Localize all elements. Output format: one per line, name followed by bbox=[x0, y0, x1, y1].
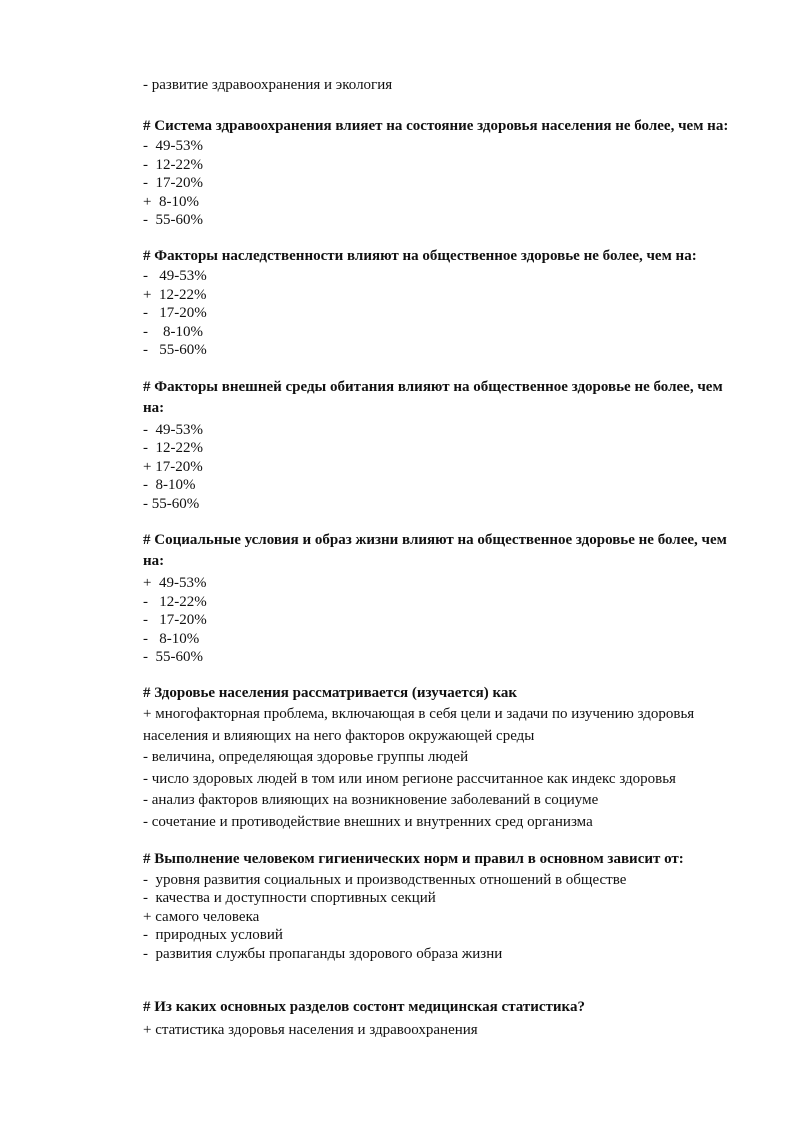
question-block-6 bbox=[143, 850, 743, 963]
answer-option: - 12-22% bbox=[143, 593, 207, 610]
answer-options bbox=[143, 574, 743, 667]
question-text: # Из каких основных разделов состонт медицинская статистика? bbox=[143, 999, 585, 1015]
question-text: # Социальные условия и образ жизни влияют на общественное здоровье не более, чем на: bbox=[143, 532, 727, 569]
question-text: # Здоровье населения рассматривается (изучается) как bbox=[143, 684, 518, 701]
question-block-4 bbox=[143, 530, 743, 667]
answer-option: - величина, определяющая здоровье группы людей bbox=[143, 749, 469, 765]
answer-option: - число здоровых людей в том или ином регионе рассчитанное как индекс здоровья bbox=[143, 770, 676, 787]
answer-option: - природных условий bbox=[143, 927, 283, 943]
question-text: # Факторы внешней среды обитания влияют на общественное здоровье не более, чем на: bbox=[143, 378, 723, 416]
answer-option: + самого человека bbox=[143, 908, 260, 925]
intro-line: - развитие здравоохранения и экология bbox=[143, 77, 393, 93]
answer-option: - 49-53% bbox=[143, 138, 203, 154]
answer-option: - 12-22% bbox=[143, 440, 203, 456]
answer-option: - 8-10% bbox=[143, 323, 203, 340]
answer-option: + статистика здоровья населения и здравоохранения bbox=[143, 1022, 478, 1038]
answer-option: - качества и доступности спортивных секций bbox=[143, 890, 436, 906]
answer-option: + 12-22% bbox=[143, 286, 207, 303]
question-block-5 bbox=[143, 684, 743, 834]
question-block-1 bbox=[143, 117, 743, 230]
answer-option: - 55-60% bbox=[143, 649, 203, 665]
answer-option: - 17-20% bbox=[143, 175, 203, 191]
answer-option: - 49-53% bbox=[143, 268, 207, 284]
answer-option: - 8-10% bbox=[143, 477, 196, 493]
answer-options bbox=[143, 1020, 743, 1042]
answer-option: - уровня развития социальных и производственных отношений в обществе bbox=[143, 871, 627, 888]
answer-option: - 8-10% bbox=[143, 630, 200, 647]
answer-option: - 55-60% bbox=[143, 212, 203, 228]
answer-option: + 17-20% bbox=[143, 458, 203, 475]
question-block-7 bbox=[143, 997, 743, 1042]
answer-option: - сочетание и противодействие внешних и внутренних сред организма bbox=[143, 813, 593, 830]
answer-option: - 17-20% bbox=[143, 612, 207, 628]
answer-option: - 55-60% bbox=[143, 495, 200, 512]
question-block-2 bbox=[143, 247, 743, 360]
answer-option: - развития службы пропаганды здорового образа жизни bbox=[143, 945, 503, 962]
question-text: # Система здравоохранения влияет на состояние здоровья населения не более, чем на: bbox=[143, 117, 729, 134]
answer-options bbox=[143, 871, 743, 964]
answer-option: - анализ факторов влияющих на возникновение заболеваний в социуме bbox=[143, 792, 599, 808]
answer-option: - 49-53% bbox=[143, 421, 203, 438]
question-text: # Факторы наследственности влияют на общественное здоровье не более, чем на: bbox=[143, 247, 697, 264]
question-block-3 bbox=[143, 377, 743, 514]
document-page bbox=[143, 76, 743, 1059]
answer-option: + многофакторная проблема, включающая в себя цели и задачи по изучению здоровья населения и влияющих на него факторов окружающей среды bbox=[143, 706, 695, 744]
answer-options bbox=[143, 421, 743, 514]
answer-option: + 8-10% bbox=[143, 193, 199, 210]
answer-option: - 12-22% bbox=[143, 156, 203, 173]
answer-option: - 17-20% bbox=[143, 305, 207, 321]
answer-option: - 55-60% bbox=[143, 342, 207, 358]
answer-options bbox=[143, 704, 743, 833]
answer-options bbox=[143, 137, 743, 230]
answer-options bbox=[143, 267, 743, 360]
question-text: # Выполнение человеком гигиенических норм и правил в основном зависит от: bbox=[143, 851, 684, 867]
answer-option: + 49-53% bbox=[143, 575, 207, 591]
